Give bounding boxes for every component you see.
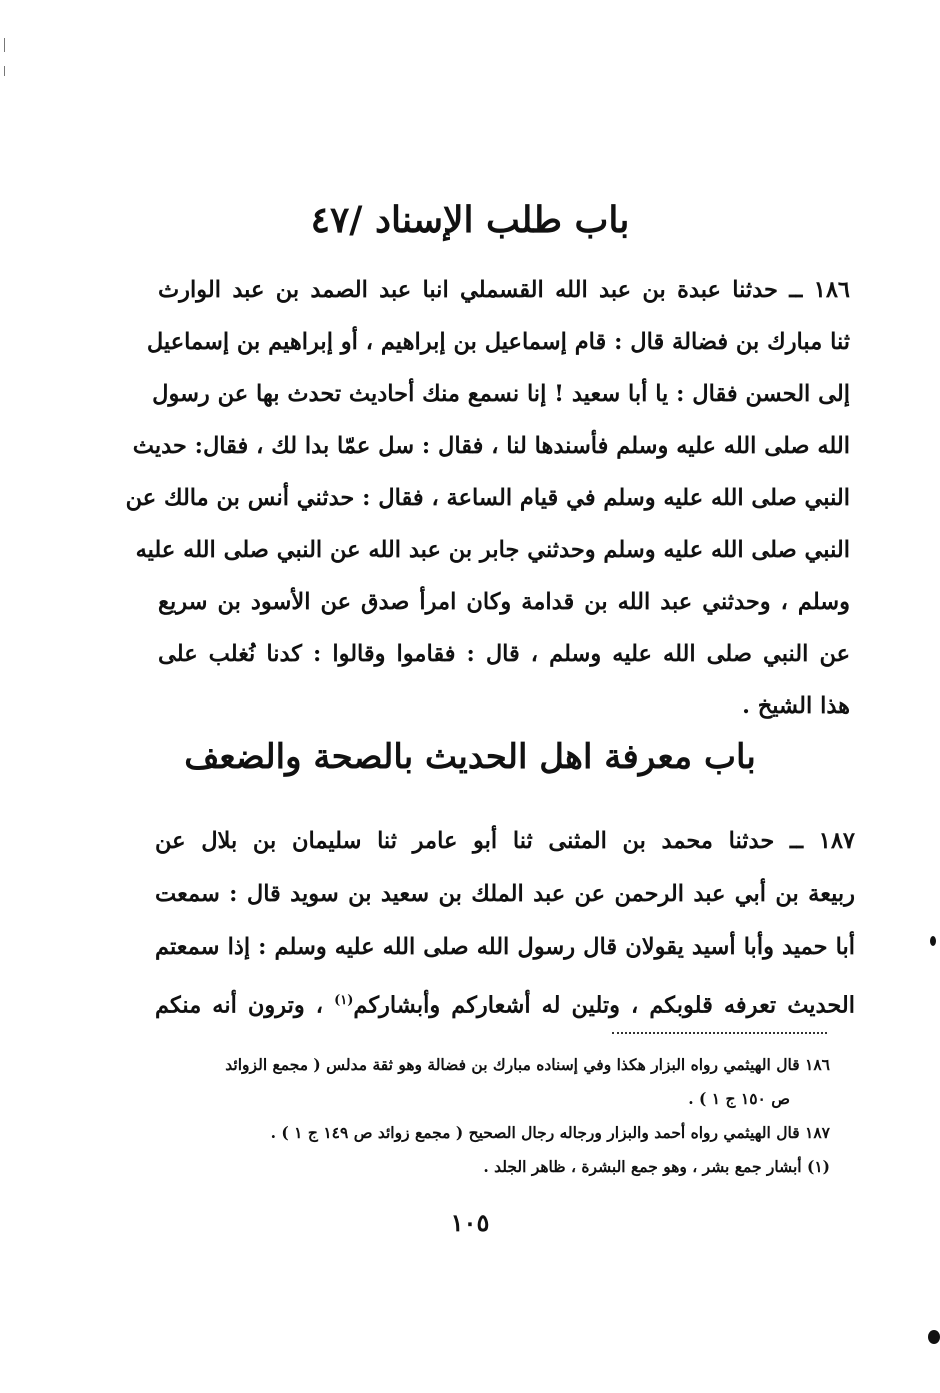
footnote-186-continued: ص ١٥٠ ج ١ ) . [688,1089,790,1108]
text-line: أبا حميد وأبا أسيد يقولان قال رسول الله صلى الله عليه وسلم : إذا سمعتم [155,934,855,960]
section-heading-talab-al-isnad: باب طلب الإسناد /٤٧ [310,199,630,241]
text-line: ١٨٧ ــ حدثنا محمد بن المثنى ثنا أبو عامر ثنا سليمان بن بلال عن [155,828,855,854]
footnote-reference: (١) [334,993,354,1008]
text-line: هذا الشيخ . [742,693,850,719]
footnote-186: ١٨٦ قال الهيثمي رواه البزار هكذا وفي إسناده مبارك بن فضالة وهو ثقة مدلس ( مجمع الزوائد [225,1055,830,1074]
scan-edge-mark [4,38,5,52]
text-line: النبي صلى الله عليه وسلم وحدثني جابر بن عبد الله عن النبي صلى الله عليه [135,537,850,563]
hadith-187-paragraph [155,815,855,1033]
text-line: ثنا مبارك بن فضالة قال : قام إسماعيل بن إبراهيم ، أو إبراهيم بن إسماعيل [146,329,850,355]
text-line: ربيعة بن أبي عبد الرحمن عن عبد الملك بن سعيد بن سويد قال : سمعت [155,881,855,907]
section-heading-marifat-ahl-al-hadith: باب معرفة اهل الحديث بالصحة والضعف [184,737,756,777]
footnotes [150,1048,830,1184]
scan-speck [930,936,936,946]
text-line: النبي صلى الله عليه وسلم في قيام الساعة ، فقال : حدثني أنس بن مالك عن [125,485,850,511]
text-line: عن النبي صلى الله عليه وسلم ، قال : فقاموا وقالوا : كدنا نُغلب على [158,641,850,667]
text-line: ١٨٦ ــ حدثنا عبدة بن عبد الله القسملي انبا عبد الصمد بن عبد الوارث [158,277,850,303]
text-segment: ، وترون أنه منكم [155,992,324,1019]
hadith-186-paragraph [125,264,850,732]
scan-edge-mark [4,66,5,76]
footnote-1: (١) أبشار جمع بشر ، وهو جمع البشرة ، ظاهر الجلد . [483,1157,830,1176]
text-line [155,974,855,1033]
page-number: ١٠٥ [450,1208,490,1237]
footnote-187: ١٨٧ قال الهيثمي رواه أحمد والبزار ورجاله رجال الصحيح ( مجمع زوائد ص ١٤٩ ج ١ ) . [270,1123,830,1142]
footnote-separator [612,1032,827,1034]
text-line: إلى الحسن فقال : يا أبا سعيد ! إنا نسمع منك أحاديث تحدث بها عن رسول [152,381,850,407]
text-line: الله صلى الله عليه وسلم فأسندها لنا ، فقال : سل عمّا بدا لك ، فقال: حديث [132,433,850,459]
scan-speck [928,1330,940,1344]
text-segment: الحديث تعرفه قلوبكم ، وتلين له أشعاركم وأبشاركم [353,992,855,1019]
text-line: وسلم ، وحدثني عبد الله بن قدامة وكان امرأ صدق عن الأسود بن سريع [158,589,850,615]
